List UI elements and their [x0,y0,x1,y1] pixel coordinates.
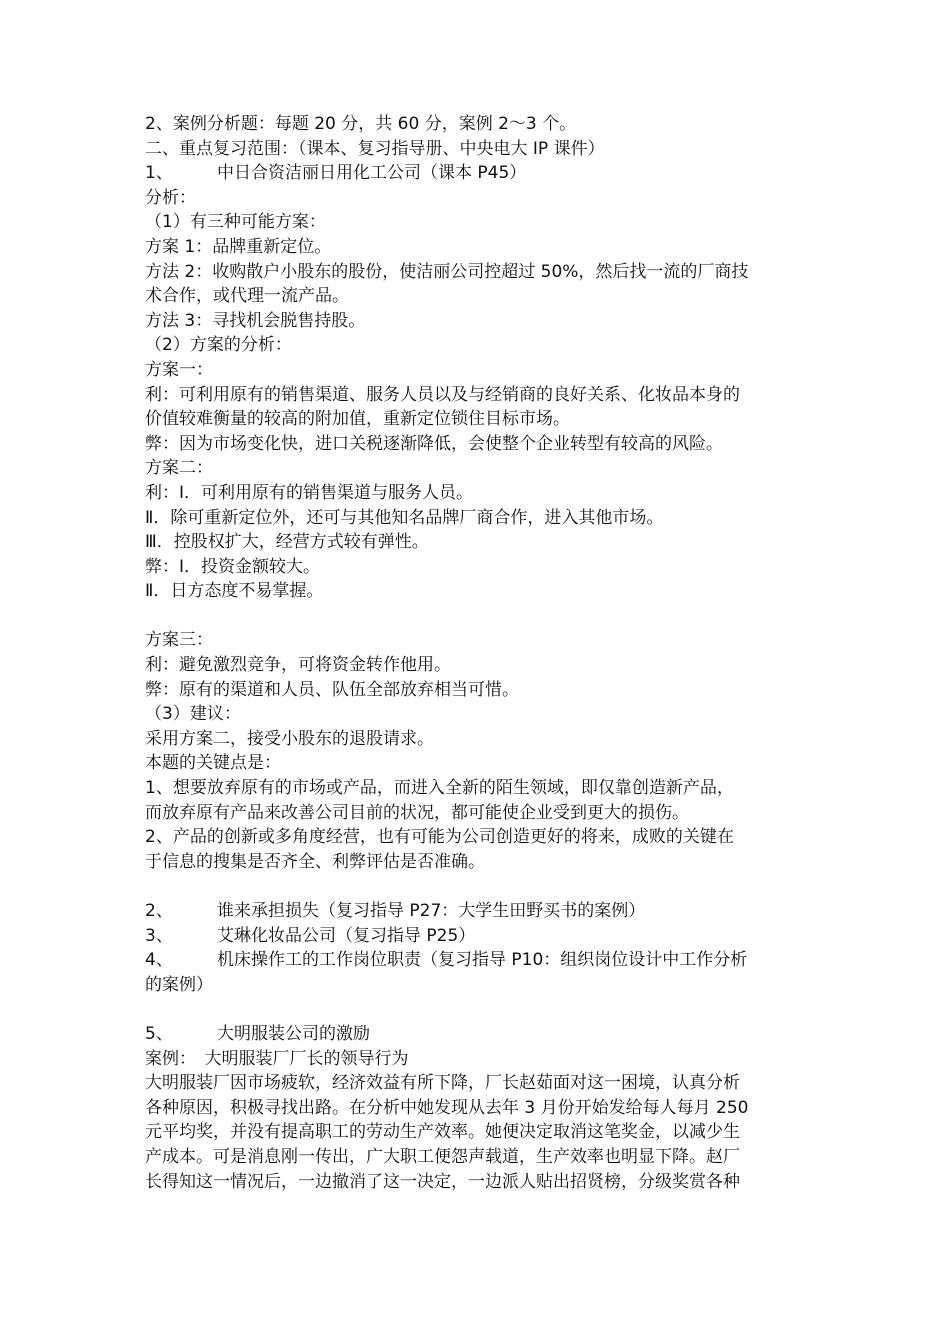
text-line: Ⅱ．除可重新定位外，还可与其他知名品牌厂商合作，进入其他市场。 [145,507,664,528]
case-subtitle: 案例： 大明服装厂厂长的领导行为 [145,1048,409,1069]
case-title: 艾琳化妆品公司（复习指导 P25） [217,925,476,946]
text-line: 方法 2：收购散户小股东的股份，使洁丽公司控超过 50%，然后找一流的厂商技 [145,261,749,282]
case-title: 谁来承担损失（复习指导 P27：大学生田野买书的案例） [217,901,646,921]
case-number: 4、 [145,950,173,971]
paragraph-line: 大明服装厂因市场疲软，经济效益有所下降，厂长赵茹面对这一困境，认真分析 [145,1073,740,1094]
text-line: 方案二： [145,458,213,479]
text-line: Ⅲ．控股权扩大，经营方式较有弹性。 [145,532,429,553]
text-line: （3）建议： [145,704,241,725]
text-line: 方案一： [145,359,213,380]
text-line: 而放弃原有产品来改善公司目前的状况，都可能使企业受到更大的损伤。 [145,802,689,823]
paragraph-line: 产成本。可是消息刚一传出，广大职工便怨声载道，生产效率也明显下降。赵厂 [145,1146,740,1167]
case-number: 2、 [145,901,173,921]
blank-line [145,604,815,629]
text-line: 2、案例分析题：每题 20 分，共 60 分，案例 2～3 个。 [145,114,577,134]
case-title: 大明服装公司的激励 [217,1023,370,1044]
text-line: 弊：Ⅰ．投资金额较大。 [145,556,321,577]
text-line: 利：避免激烈竞争，可将资金转作他用。 [145,655,451,676]
text-line: 本题的关键点是： [145,753,281,774]
text-line: 1、想要放弃原有的市场或产品，而进入全新的陌生领域，即仅靠创造新产品， [145,778,734,799]
text-line: 分析： [145,187,196,208]
text-line: 2、产品的创新或多角度经营，也有可能为公司创造更好的将来，成败的关键在 [145,827,734,848]
text-line: 术合作，或代理一流产品。 [145,286,349,307]
text-line: 的案例） [145,974,213,995]
text-line: 于信息的搜集是否齐全、利弊评估是否准确。 [145,851,485,872]
text-line: 利：Ⅰ．可利用原有的销售渠道与服务人员。 [145,482,474,503]
text-line: 采用方案二，接受小股东的退股请求。 [145,728,434,749]
case-number: 5、 [145,1023,173,1044]
text-line: （2）方案的分析： [145,335,292,356]
case-heading-5 [145,1022,815,1047]
case-heading-1 [145,161,815,186]
text-line: 方案三： [145,630,213,651]
paragraph-line: 长得知这一情况后，一边撤消了这一决定，一边派人贴出招贤榜，分级奖赏各种 [145,1171,740,1192]
case-number: 3、 [145,925,173,946]
text-line: 利：可利用原有的销售渠道、服务人员以及与经销商的良好关系、化妆品本身的 [145,384,740,405]
text-line: 方案 1：品牌重新定位。 [145,236,332,257]
text-line: 弊：因为市场变化快，进口关税逐渐降低，会使整个企业转型有较高的风险。 [145,433,723,454]
case-title: 机床操作工的工作岗位职责（复习指导 P10：组织岗位设计中工作分析 [217,950,748,971]
text-line: Ⅱ．日方态度不易掌握。 [145,581,324,602]
text-line: （1）有三种可能方案： [145,212,326,233]
case-title: 中日合资洁丽日用化工公司（课本 P45） [217,163,527,184]
case-heading-4 [145,948,815,973]
document-body [145,112,815,1194]
paragraph-line: 各种原因，积极寻找出路。在分析中她发现从去年 3 月份开始发给每人每月 250 [145,1097,749,1118]
text-line: 方法 3：寻找机会脱售持股。 [145,310,366,331]
blank-line [145,874,815,899]
case-heading-2 [145,899,815,924]
case-number: 1、 [145,163,173,184]
text-line: 二、重点复习范围：（课本、复习指导册、中央电大 IP 课件） [145,138,605,159]
text-line: 价值较难衡量的较高的附加值，重新定位锁住目标市场。 [145,409,570,430]
text-line: 弊：原有的渠道和人员、队伍全部放弃相当可惜。 [145,679,519,700]
case-heading-3 [145,924,815,949]
blank-line [145,997,815,1022]
paragraph-line: 元平均奖，并没有提高职工的劳动生产效率。她便决定取消这笔奖金，以减少生 [145,1122,740,1143]
